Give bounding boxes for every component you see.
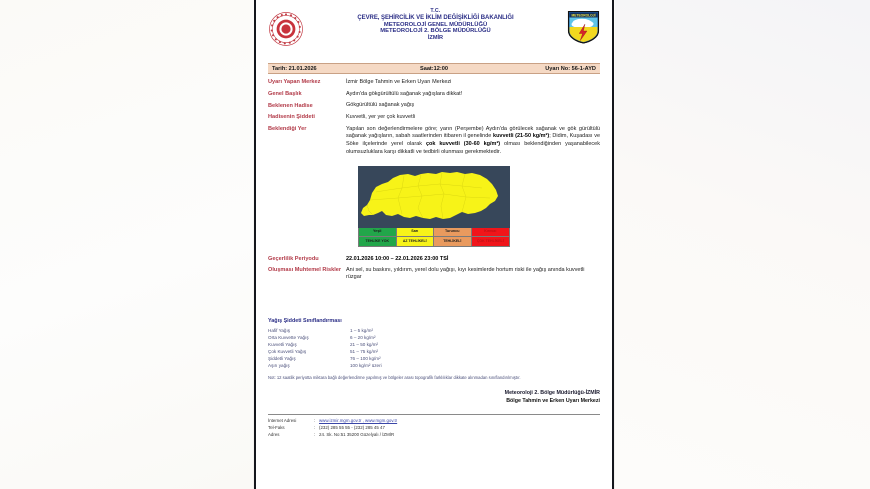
- signature-office: Meteoroloji 2. Bölge Müdürlüğü-İZMİR: [504, 390, 600, 397]
- ministry-emblem-icon: [268, 11, 304, 47]
- warning-color-legend: [358, 228, 510, 247]
- expected-place-part2: ; Didim, Kuşadası ve Söke ilçelerinde yerel olarak: [346, 133, 601, 148]
- legend-cell-yellow: [397, 228, 435, 246]
- footer-separator: :: [314, 425, 316, 431]
- footer-key: Adres: [268, 431, 280, 437]
- document-header: [268, 8, 600, 60]
- expected-place-value: [346, 126, 600, 157]
- legend-status: TEHLİKELİ: [434, 237, 471, 245]
- legend-status: ÇOK TEHLİKELİ: [472, 237, 510, 245]
- classification-name: Hafif Yağış: [268, 327, 291, 333]
- aydin-province-warning-map: [358, 166, 510, 228]
- precipitation-classification: [268, 318, 600, 382]
- classification-row: [268, 355, 600, 362]
- field-value: İzmir Bölge Tahmin ve Erken Uyarı Merkezi: [346, 79, 452, 85]
- title-regional-directorate: METEOROLOJİ 2. BÖLGE MÜDÜRLÜĞÜ: [380, 28, 491, 35]
- backdrop-left-pane: [0, 0, 253, 489]
- validity-value: 22.01.2026 10:00 – 22.01.2026 23:00 TSİ: [346, 255, 449, 262]
- footer-key: Tel-Faks: [268, 425, 285, 431]
- expected-place-part1: Yapılan son değerlendirmelere göre; yarın (Perşembe) Aydın'da görülecek sağanak ve gök gürültülü sağanak yağışların, sabah saatlerinden itibaren il genelinde: [346, 125, 600, 140]
- field-value: Aydın'da gökgürültülü sağanak yağışlara dikkat!: [346, 90, 463, 97]
- footer-value: (232) 285 55 55 - (232) 285 45 47: [319, 425, 385, 431]
- field-row: [268, 114, 600, 121]
- map-block: [358, 166, 510, 247]
- footer-value: 24. Sk. No:51 35200 Güzelyalı / İZMİR: [319, 431, 395, 437]
- field-label: Hadisenin Şiddeti: [268, 114, 315, 121]
- svg-text:METEOROLOJİ: METEOROLOJİ: [571, 13, 596, 18]
- legend-color-name: Yeşil: [359, 228, 396, 238]
- expected-place-strong1: kuvvetli (21-50 kg/m²): [493, 133, 550, 140]
- footer-row-address: [268, 432, 600, 439]
- meta-warning-no: Uyarı No: 56-1-AYD: [545, 65, 596, 72]
- field-row: [268, 102, 600, 109]
- classification-row: [268, 334, 600, 341]
- legend-cell-green: [359, 228, 397, 246]
- field-label: Uyarı Yapan Merkez: [268, 79, 321, 86]
- legend-cell-orange: [434, 228, 472, 246]
- classification-row: [268, 362, 600, 369]
- field-row: [268, 91, 600, 98]
- field-value: Kuvvetli, yer yer çok kuvvetli: [346, 114, 416, 121]
- classification-name: Kuvvetli Yağış: [268, 341, 297, 347]
- risks-label: Oluşması Muhtemel Riskler: [268, 267, 342, 274]
- website-link[interactable]: www.izmir.mgm.gov.tr , www.mgm.gov.tr: [319, 418, 398, 424]
- title-city: İZMİR: [427, 34, 444, 41]
- classification-title: Yağış Şiddeti Sınıflandırması: [268, 317, 342, 324]
- classification-row: [268, 341, 600, 348]
- expected-place-row: [268, 126, 600, 157]
- classification-range: 21 – 50 kg/m²: [350, 341, 379, 347]
- title-ministry: ÇEVRE, ŞEHİRCİLİK VE İKLİM DEĞİŞİKLİĞİ BAKANLIĞI: [357, 14, 514, 21]
- classification-name: Orta Kuvvette Yağış: [268, 334, 309, 340]
- classification-range: 51 – 75 kg/m²: [350, 348, 379, 354]
- warning-fields: [268, 79, 600, 157]
- classification-row: [268, 327, 600, 334]
- field-value: Gökgürültülü sağanak yağış: [346, 102, 415, 109]
- footer-separator: :: [314, 431, 316, 437]
- classification-name: Çok Kuvvetli Yağış: [268, 348, 307, 354]
- field-row: [268, 79, 600, 86]
- classification-row: [268, 348, 600, 355]
- title-general-directorate: METEOROLOJİ GENEL MÜDÜRLÜĞÜ: [383, 21, 488, 28]
- risks-row: [268, 267, 600, 281]
- validity-row: [268, 256, 600, 263]
- mgm-shield-logo-icon: [567, 10, 600, 44]
- classification-name: Şiddetli Yağış: [268, 355, 296, 361]
- footer-row-phone: [268, 425, 600, 432]
- footer-separator: :: [314, 418, 316, 424]
- legend-color-name: Turuncu: [434, 228, 471, 238]
- expected-place-part3: olması beklendiğinden yaşanabilecek olumsuzluklara karşı dikkatli ve tedbirli olunması gerekmektedir.: [346, 141, 600, 156]
- title-tc: T.C.: [430, 8, 441, 14]
- document-meta-bar: [268, 63, 600, 74]
- risks-value: Ani sel, su baskını, yıldırım, yerel dolu yağışı, kıyı kesimlerde hortum riski ile yağış anında kuvvetli rüzgar: [346, 267, 585, 281]
- classification-range: 76 – 100 kg/m²: [350, 355, 381, 361]
- validity-label: Geçerlilik Periyodu: [268, 255, 319, 262]
- legend-cell-red: [472, 228, 510, 246]
- field-label: Beklenen Hadise: [268, 102, 313, 109]
- footer-row-internet: [268, 418, 600, 425]
- legend-status: AZ TEHLİKELİ: [397, 237, 434, 245]
- legend-color-name: Sarı: [397, 228, 434, 238]
- backdrop-right-pane: [615, 0, 870, 489]
- footer-key: İnternet Adresi: [268, 418, 297, 424]
- expected-place-label: Beklendiği Yer: [268, 125, 307, 132]
- field-label: Genel Başlık: [268, 90, 302, 97]
- document-footer: [268, 414, 600, 438]
- classification-range: 100 kg/m² üzeri: [350, 363, 382, 369]
- legend-status: TEHLİKE YOK: [359, 237, 396, 245]
- meta-date: Tarih: 21.01.2026: [272, 65, 317, 72]
- meta-time: Saat:12:00: [419, 65, 448, 72]
- classification-range: 1 – 5 kg/m²: [350, 327, 373, 333]
- expected-place-strong2: çok kuvvetli (30-60 kg/m²): [425, 141, 501, 148]
- footer-value[interactable]: [319, 418, 600, 425]
- legend-color-name: Kırmızı: [472, 228, 510, 238]
- ministry-title-block: [304, 8, 567, 41]
- classification-note: Not: 12 saatlik periyotta miktara bağlı değerlendirme yapılmış ve bölgeler arası topografik farklılıklar dikkate alınmadan sınıflandırılmıştır.: [268, 375, 521, 381]
- classification-name: Aşırı yağış: [268, 363, 290, 369]
- classification-range: 6 – 20 kg/m²: [350, 334, 376, 340]
- warning-document-page: [254, 0, 614, 489]
- signature-block: [268, 390, 600, 406]
- validity-and-risk-rows: [268, 256, 600, 282]
- signature-center: Bölge Tahmin ve Erken Uyarı Merkezi: [506, 398, 600, 405]
